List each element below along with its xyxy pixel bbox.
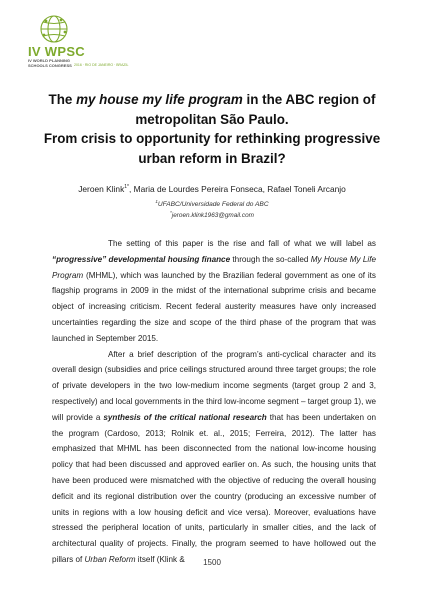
logo-location: 2016 · RIO DE JANEIRO · BRAZIL: [74, 63, 129, 67]
p2-bold-italic: synthesis of the critical national research: [103, 412, 267, 422]
author-1: Jeroen Klink: [78, 184, 125, 194]
corresponding-email: [40, 210, 384, 219]
email-text: jeroen.klink1963@gmail.com: [171, 212, 254, 220]
logo-subtitle: [28, 59, 72, 68]
affiliation: [40, 199, 384, 208]
author-list: [40, 184, 384, 194]
conference-logo: [14, 12, 164, 72]
author-1-marker: 1*: [124, 184, 130, 191]
affiliation-marker: 1: [155, 199, 158, 204]
title-line-3: From crisis to opportunity for rethinking progressive: [43, 131, 381, 146]
p1-text-3: (MHML), which was launched by the Brazilian federal government as one of its flagship programs in 2009 in the midst of the international subprime crisis and became object of increasing criticism. Recent federal austerity measures have only increased uncertainties regarding the size and scope of the third phase of the program that was launched in September 2015.: [52, 270, 376, 343]
title-line-1-start: The: [48, 92, 77, 107]
logo-subtitle-line-2: SCHOOLS CONGRESS: [28, 62, 72, 68]
paper-title: [40, 90, 384, 168]
p1-italic: My House My Life Program: [52, 254, 376, 280]
logo-subtitle-line-1: IV WORLD PLANNING: [28, 58, 70, 63]
paper-body: [52, 236, 376, 568]
email-marker: *: [170, 210, 172, 215]
p2-italic: Urban Reform: [84, 554, 136, 564]
paragraph-1: [52, 236, 376, 347]
p1-text-2: through the so-called: [230, 254, 311, 264]
page-number: 1500: [203, 558, 221, 567]
p2-text-2: that has been undertaken on the program (Cardoso, 2013; Rolnik et. al., 2015; Ferreira, 2012). The latter has emphasized that MHML has been disconnected from the national low-income housing policy that had been discussed and approved earlier on. As such, the housing units that have been produced were mismatched with the objective of reducing the overall housing deficit and its regional distribution over the country (producing an excessive number of units in regions with a low housing deficit and vice versa). Moreover, evaluations have stressed the peripheral location of units, particularly in smaller cities, and the lack of architectural quality of projects. Finally, the program seemed to have hollowed out the pillars of: [52, 412, 376, 564]
p2-text-3: itself (Klink &: [135, 554, 185, 564]
p1-text-1: The setting of this paper is the rise and fall of what we will label as: [108, 239, 376, 248]
logo-title: IV WPSC: [28, 44, 85, 59]
title-line-1-end: in the ABC region of: [242, 92, 376, 107]
p2-text-1: After a brief description of the program’s anti-cyclical character and its overall design (subsidies and price ceilings structured around three target groups; the role of private developers in the two low-medium income segments (target group 2 and 3, respectively) and local governments in the third low-income segment – target group 1), we will provide a: [52, 349, 376, 422]
paragraph-2: [52, 347, 376, 568]
title-line-1: [40, 90, 384, 110]
title-line-2: metropolitan São Paulo.: [135, 111, 289, 127]
affiliation-text: UFABC/Universidade Federal do ABC: [157, 201, 269, 209]
title-program-name: my house my life program: [76, 92, 243, 107]
other-authors: , Maria de Lourdes Pereira Fonseca, Rafael Toneli Arcanjo: [129, 184, 346, 194]
globe-logo-icon: [34, 12, 74, 44]
title-line-4: urban reform in Brazil?: [138, 150, 286, 166]
p1-bold-italic: “progressive” developmental housing finance: [52, 254, 231, 264]
